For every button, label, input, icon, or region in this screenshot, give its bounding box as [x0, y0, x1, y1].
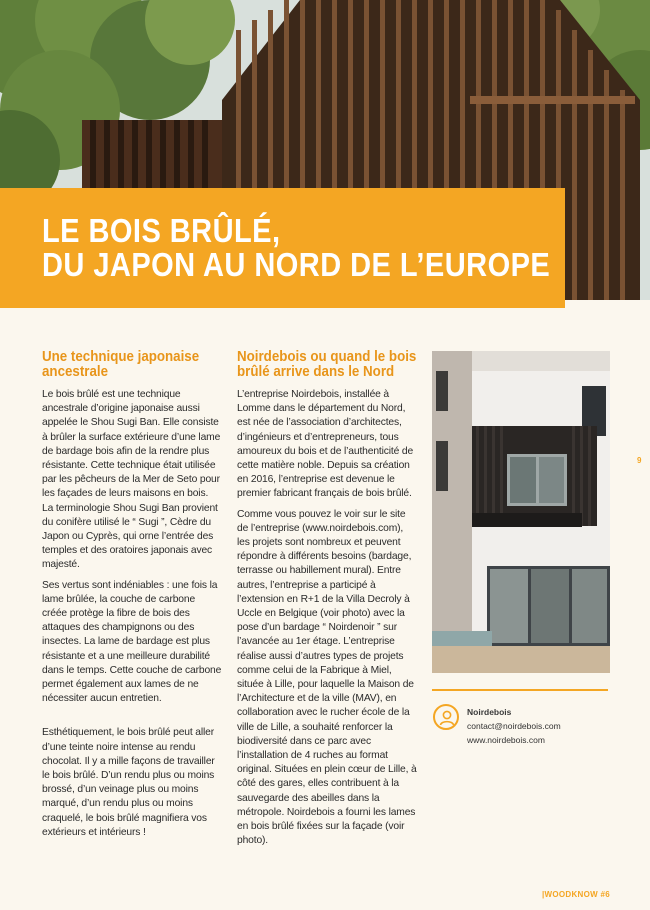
- column-1-paragraph-1: Le bois brûlé est une technique ancestrale d’origine japonaise aussi appelée le Shou Sugi Ban. Elle consiste à brûler la surface extérieure d’une lame de bardage bois afin de la rendre plus résistante. Cette technique était utilisée par les pêcheurs de la Mer de Seto pour les façades de leurs maisons en bois. La terminologie Shou Sugi Ban provient du conifère utilisé le “ Sugi ”, Cèdre du Japon ou Cyprès, qui orne l’entrée des temples et des oratoires japonais avec majesté.: [42, 389, 221, 571]
- title-line-2: DU JAPON AU NORD DE L’EUROPE: [42, 246, 551, 283]
- contact-block: [467, 705, 561, 747]
- title-band: [0, 188, 565, 308]
- contact-name: Noirdebois: [467, 707, 512, 717]
- column-japanese-technique: [42, 350, 222, 846]
- page-number: 9: [637, 456, 642, 465]
- column-noirdebois: [237, 350, 417, 855]
- column-2-paragraph-2: Comme vous pouvez le voir sur le site de l’entreprise (www.noirdebois.com), les projets sont nombreux et peuvent répondre à différents besoins (bardage, terrasse ou habillement mural). Entre autres, l’entreprise a participé à l’extension en R+1 de la Villa Decroly à Uccle en Belgique (voir photo) avec la pose d’un bardage “ Noirdenoir ” sur l’avancée au 1er étage. L’entreprise réalise aussi d’autres types de projets comme celui de la Fabrique à Miel, située à Lille, pour laquelle la Maison de l’Architecture et de la ville (MAV), en collaboration avec le rucher école de la ville de Lille, a souhaité renforcer la biodiversité dans ce parc avec l’installation de 4 ruches au format original. Situées en plein cœur de Lille, à côté des gares, elles contribuent à la sauvegarde des abeilles dans la métropole. Noirdebois a fourni les lames en bois brûlé fixées sur la façade (voir photo).: [237, 508, 417, 847]
- person-icon: [433, 704, 459, 730]
- contact-website-link[interactable]: www.noirdebois.com: [467, 735, 545, 745]
- contact-email-link[interactable]: contact@noirdebois.com: [467, 721, 561, 731]
- magazine-footer: |WOODKNOW #6: [541, 890, 610, 899]
- column-1-heading: Une technique japonaise ancestrale: [42, 349, 200, 380]
- villa-decroly-photo: [432, 351, 610, 673]
- column-2-heading: Noirdebois ou quand le bois brûlé arrive dans le Nord: [237, 349, 417, 380]
- column-2-paragraph-1: L’entreprise Noirdebois, installée à Lomme dans le département du Nord, est née de l’association d’architectes, d’ingénieurs et d’entrepreneurs, tous amoureux du bois et de l’authenticité de cette matière noble. Depuis sa création en 2016, l’entreprise est devenue le premier fabricant français de bois brûlé.: [237, 389, 414, 500]
- column-1-paragraph-2: Ses vertus sont indéniables : une fois la lame brûlée, la couche de carbone créée protège la fibre de bois des attaques des champignons ou des insectes. La lame de bardage est plus résistante et a une meilleure durabilité dans le temps. Cette couche de carbone permet également aux lames de ne nécessiter aucun entretien.: [42, 579, 222, 705]
- column-1-paragraph-3: Esthétiquement, le bois brûlé peut aller d’une teinte noire intense au rendu chocolat. Il y a mille façons de travailler le bois brûlé. D’un rendu plus ou moins brossé, d’un veinage plus ou moins marqué, d’un rendu plus ou moins craquelé, le bois brûlé magnifiera vos extérieurs et intérieurs !: [42, 727, 215, 838]
- contact-divider: [432, 689, 608, 691]
- title-line-1: LE BOIS BRÛLÉ,: [42, 212, 281, 249]
- page-title: [42, 212, 551, 283]
